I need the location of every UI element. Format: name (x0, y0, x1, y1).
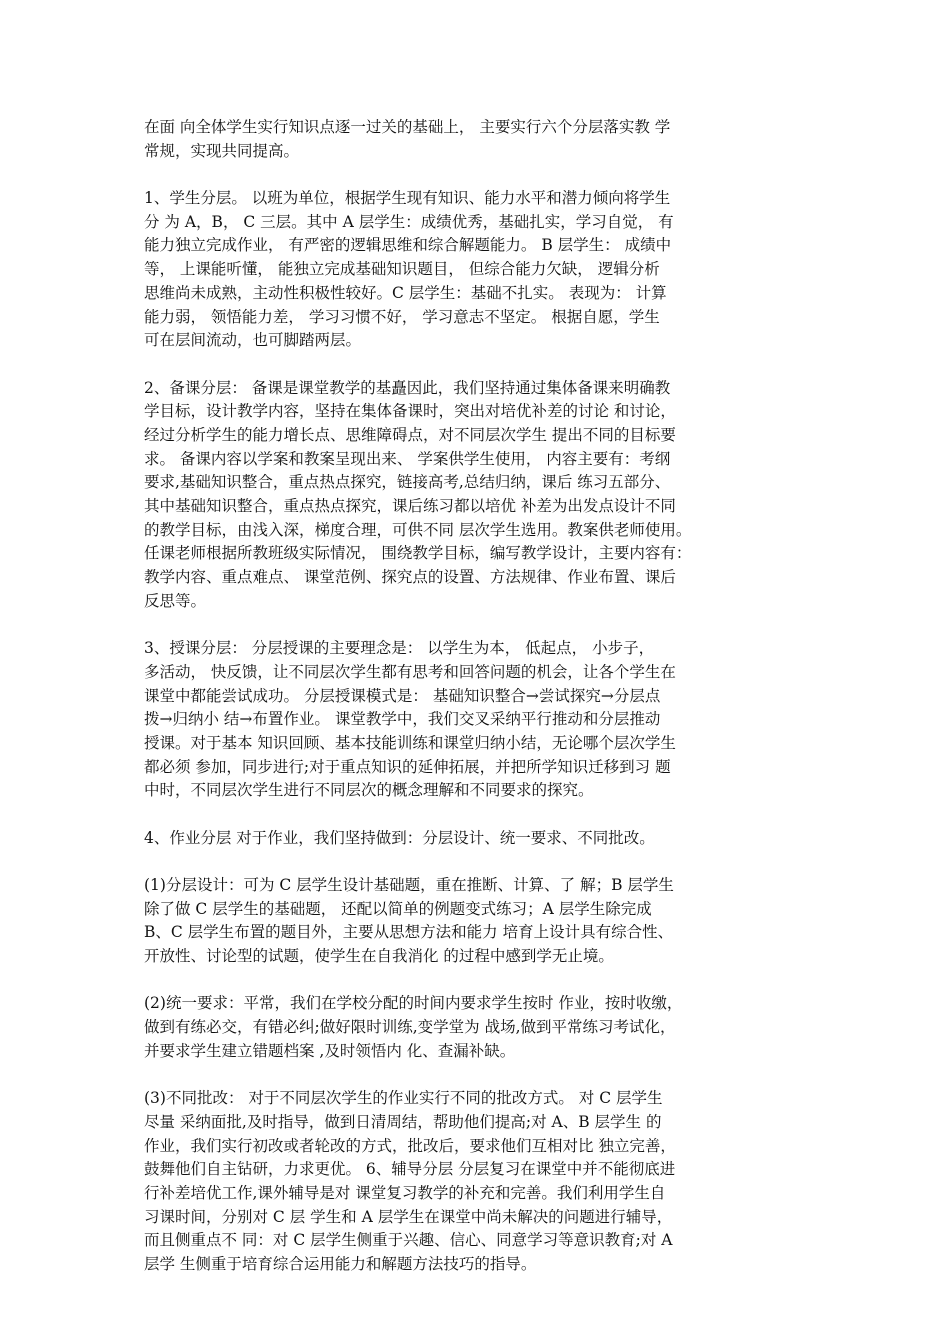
text-line: 做到有练必交，有错必纠;做好限时训练,变学堂为 战场,做到平常练习考试化， (144, 1018, 676, 1037)
text-line: 1、学生分层。 以班为单位，根据学生现有知识、能力水平和潜力倾向将学生 (144, 189, 671, 208)
text-line: 要求,基础知识整合，重点热点探究，链接高考,总结归纳，课后 练习五部分、 (144, 473, 671, 492)
text-line: 除了做 C 层学生的基础题， 还配以简单的例题变式练习；A 层学生除完成 (144, 899, 652, 918)
text-line: 思维尚未成熟，主动性积极性较好。C 层学生：基础不扎实。 表现为： 计算 (144, 283, 667, 302)
text-line: 常规，实现共同提高。 (144, 141, 300, 160)
paragraph-gap (144, 163, 816, 187)
text-line: 课堂中都能尝试成功。 分层授课模式是： 基础知识整合→尝试探究→分层点 (144, 686, 661, 705)
text-line: 求。 备课内容以学案和教案呈现出来、 学案供学生使用， 内容主要有：考纲 (144, 449, 671, 468)
paragraph-lesson-prep-layering (144, 377, 816, 614)
paragraph-student-layering (144, 187, 816, 353)
paragraph-homework-layering (144, 827, 816, 851)
text-line: 习课时间，分别对 C 层 学生和 A 层学生在课堂中尚未解决的问题进行辅导， (144, 1207, 673, 1226)
paragraph-layered-design (144, 874, 816, 969)
text-line: 分 为 A，B， C 三层。其中 A 层学生：成绩优秀，基础扎实，学习自觉， 有 (144, 212, 674, 231)
text-line: 尽量 采纳面批,及时指导，做到日清周结，帮助他们提高;对 A、B 层学生 的 (144, 1112, 662, 1131)
text-line: 而且侧重点不 同：对 C 层学生侧重于兴趣、信心、同意学习等意识教育;对 A (144, 1231, 673, 1250)
text-line: (2)统一要求：平常，我们在学校分配的时间内要求学生按时 作业，按时收缴， (144, 994, 683, 1013)
text-line: 授课。对于基本 知识回顾、基本技能训练和课堂归纳小结，无论哪个层次学生 (144, 733, 676, 752)
text-line: 3、授课分层： 分层授课的主要理念是： 以学生为本， 低起点， 小步子， (144, 639, 655, 658)
text-line: 反思等。 (144, 591, 207, 610)
document-body (144, 116, 816, 1277)
text-line: 开放性、讨论型的试题，使学生在自我消化 的过程中感到学无止境。 (144, 947, 614, 966)
text-line: 并要求学生建立错题档案 ,及时领悟内 化、查漏补缺。 (144, 1041, 516, 1060)
text-line: 作业，我们实行初改或者轮改的方式，批改后，要求他们互相对比 独立完善， (144, 1136, 676, 1155)
text-line: 4、作业分层 对于作业，我们坚持做到：分层设计、统一要求、不同批改。 (144, 828, 655, 847)
paragraph-gap (144, 969, 816, 993)
text-line: 能力独立完成作业， 有严密的逻辑思维和综合解题能力。 B 层学生： 成绩中 (144, 236, 672, 255)
text-line: 教学内容、重点难点、 课堂范例、探究点的设置、方法规律、作业布置、课后 (144, 568, 676, 587)
paragraph-teaching-layering (144, 637, 816, 803)
text-line: 其中基础知识整合，重点热点探究，课后练习都以培优 补差为出发点设计不同 (144, 497, 676, 515)
paragraph-intro (144, 116, 816, 163)
text-line: 层学 生侧重于培育综合运用能力和解题方法技巧的指导。 (144, 1255, 537, 1273)
text-line: 鼓舞他们自主钻研，力求更优。 6、辅导分层 分层复习在课堂中并不能彻底进 (144, 1160, 676, 1179)
text-line: 2、备课分层： 备课是课堂教学的基矗因此，我们坚持通过集体备课来明确教 (144, 378, 671, 397)
text-line: 多活动， 快反馈，让不同层次学生都有思考和回答问题的机会，让各个学生在 (144, 662, 676, 681)
text-line: 的教学目标，由浅入深，梯度合理，可供不同 层次学生选用。教案供老师使用。 (144, 520, 692, 539)
text-line: 能力弱， 领悟能力差， 学习习惯不好， 学习意志不坚定。 根据自愿，学生 (144, 307, 660, 326)
text-line: 经过分析学生的能力增长点、思维障碍点，对不同层次学生 提出不同的目标要 (144, 425, 676, 444)
text-line: 可在层间流动，也可脚踏两层。 (144, 331, 362, 350)
text-line: 行补差培优工作,课外辅导是对 课堂复习教学的补充和完善。我们利用学生自 (144, 1183, 666, 1202)
paragraph-different-grading (144, 1087, 816, 1277)
paragraph-gap (144, 353, 816, 377)
paragraph-gap (144, 850, 816, 874)
text-line: 任课老师根据所教班级实际情况， 围绕教学目标，编写教学设计，主要内容有： (144, 544, 692, 563)
text-line: 在面 向全体学生实行知识点逐一过关的基础上， 主要实行六个分层落实教 学 (144, 118, 671, 136)
text-line: 都必须 参加，同步进行;对于重点知识的延伸拓展，并把所学知识迁移到习 题 (144, 757, 671, 776)
paragraph-gap (144, 803, 816, 827)
paragraph-gap (144, 613, 816, 637)
text-line: (1)分层设计：可为 C 层学生设计基础题，重在推断、计算、了 解；B 层学生 (144, 876, 674, 894)
text-line: 等， 上课能听懂， 能独立完成基础知识题目， 但综合能力欠缺， 逻辑分析 (144, 260, 660, 279)
text-line: (3)不同批改： 对于不同层次学生的作业实行不同的批改方式。 对 C 层学生 (144, 1089, 663, 1108)
text-line: B、C 层学生布置的题目外，主要从思想方法和能力 培育上设计具有综合性、 (144, 923, 674, 942)
text-line: 拨→归纳小 结→布置作业。 课堂教学中，我们交叉采纳平行推动和分层推动 (144, 710, 661, 729)
paragraph-unified-requirements (144, 992, 816, 1063)
paragraph-gap (144, 1064, 816, 1088)
text-line: 中时，不同层次学生进行不同层次的概念理解和不同要求的探究。 (144, 781, 594, 800)
text-line: 学目标，设计教学内容，坚持在集体备课时，突出对培优补差的讨论 和讨论， (144, 402, 676, 421)
